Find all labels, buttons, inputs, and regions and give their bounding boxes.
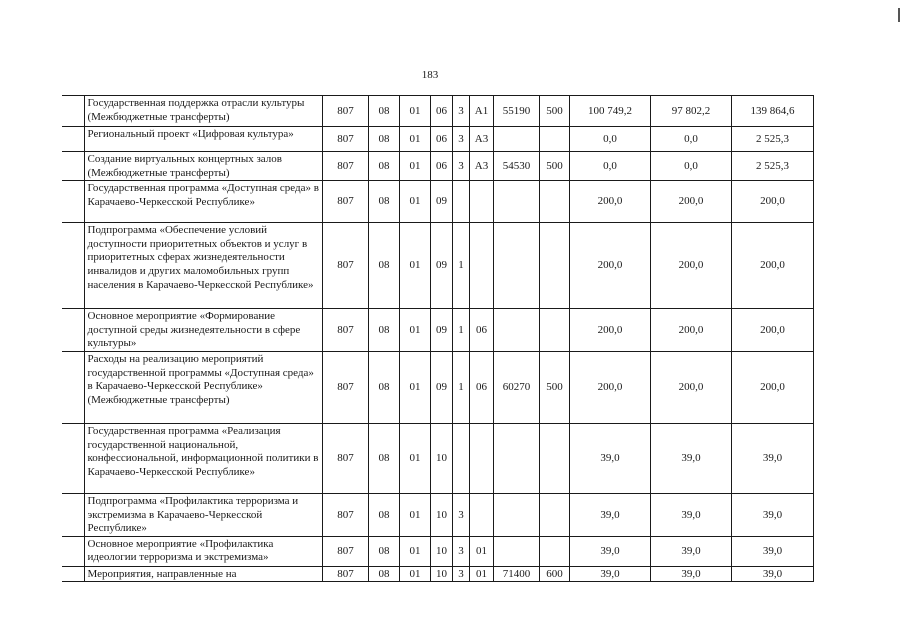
item-name-cell: Расходы на реализацию мероприятий государственной программы «Доступная среда» в Карачаево-Черкесской Республике» (Межбюджетные трансферты) [84, 351, 322, 423]
ministry-code-cell: 807 [322, 96, 368, 127]
program-code-cell: 10 [430, 536, 452, 566]
row-number-cell [62, 96, 84, 127]
amount-year3-cell: 2 525,3 [731, 152, 813, 181]
direction-code-cell [493, 423, 539, 493]
table-row [62, 493, 813, 536]
amount-year2-cell: 200,0 [650, 223, 731, 309]
amount-year1-cell: 100 749,2 [569, 96, 650, 127]
ministry-code-cell: 807 [322, 309, 368, 352]
event-code-cell: 01 [469, 536, 493, 566]
item-name-cell: Подпрограмма «Профилактика терроризма и экстремизма в Карачаево-Черкесской Республике» [84, 493, 322, 536]
amount-year1-cell: 0,0 [569, 127, 650, 152]
section-code-cell: 08 [368, 152, 399, 181]
subprogram-code-cell: 1 [452, 351, 469, 423]
item-name-cell: Подпрограмма «Обеспечение условий доступности приоритетных объектов и услуг в приоритетных сферах жизнедеятельности инвалидов и других маломобильных групп населения в Карачаево-Черкесской Республике» [84, 223, 322, 309]
row-number-cell [62, 127, 84, 152]
expense-type-cell: 500 [539, 351, 569, 423]
expense-type-cell [539, 181, 569, 223]
table-row [62, 309, 813, 352]
item-name-cell: Региональный проект «Цифровая культура» [84, 127, 322, 152]
amount-year3-cell: 39,0 [731, 536, 813, 566]
ministry-code-cell: 807 [322, 351, 368, 423]
section-code-cell: 08 [368, 566, 399, 582]
row-number-cell [62, 351, 84, 423]
expense-type-cell [539, 309, 569, 352]
subsection-code-cell: 01 [399, 96, 430, 127]
direction-code-cell [493, 127, 539, 152]
subprogram-code-cell: 3 [452, 493, 469, 536]
direction-code-cell [493, 309, 539, 352]
amount-year1-cell: 200,0 [569, 351, 650, 423]
expense-type-cell: 500 [539, 96, 569, 127]
direction-code-cell [493, 223, 539, 309]
program-code-cell: 09 [430, 309, 452, 352]
item-name-cell: Мероприятия, направленные на [84, 566, 322, 582]
event-code-cell: 01 [469, 566, 493, 582]
section-code-cell: 08 [368, 309, 399, 352]
amount-year2-cell: 200,0 [650, 309, 731, 352]
subsection-code-cell: 01 [399, 223, 430, 309]
event-code-cell [469, 423, 493, 493]
subsection-code-cell: 01 [399, 351, 430, 423]
amount-year3-cell: 200,0 [731, 181, 813, 223]
amount-year1-cell: 200,0 [569, 223, 650, 309]
direction-code-cell: 60270 [493, 351, 539, 423]
section-code-cell: 08 [368, 223, 399, 309]
subprogram-code-cell: 3 [452, 152, 469, 181]
subprogram-code-cell: 1 [452, 223, 469, 309]
amount-year2-cell: 200,0 [650, 351, 731, 423]
expense-type-cell [539, 493, 569, 536]
amount-year3-cell: 39,0 [731, 423, 813, 493]
amount-year3-cell: 200,0 [731, 351, 813, 423]
subsection-code-cell: 01 [399, 566, 430, 582]
subprogram-code-cell: 1 [452, 309, 469, 352]
subprogram-code-cell: 3 [452, 536, 469, 566]
item-name-cell: Создание виртуальных концертных залов (Межбюджетные трансферты) [84, 152, 322, 181]
row-number-cell [62, 223, 84, 309]
direction-code-cell: 71400 [493, 566, 539, 582]
amount-year2-cell: 0,0 [650, 127, 731, 152]
amount-year1-cell: 39,0 [569, 493, 650, 536]
expense-type-cell [539, 423, 569, 493]
direction-code-cell [493, 536, 539, 566]
amount-year3-cell: 39,0 [731, 493, 813, 536]
ministry-code-cell: 807 [322, 181, 368, 223]
budget-table [62, 95, 814, 582]
expense-type-cell [539, 223, 569, 309]
amount-year2-cell: 39,0 [650, 536, 731, 566]
event-code-cell [469, 493, 493, 536]
table-row [62, 152, 813, 181]
table-row [62, 96, 813, 127]
item-name-cell: Основное мероприятие «Профилактика идеологии терроризма и экстремизма» [84, 536, 322, 566]
section-code-cell: 08 [368, 423, 399, 493]
amount-year3-cell: 200,0 [731, 309, 813, 352]
ministry-code-cell: 807 [322, 423, 368, 493]
event-code-cell [469, 223, 493, 309]
ministry-code-cell: 807 [322, 152, 368, 181]
expense-type-cell [539, 536, 569, 566]
amount-year2-cell: 39,0 [650, 423, 731, 493]
amount-year3-cell: 139 864,6 [731, 96, 813, 127]
subsection-code-cell: 01 [399, 152, 430, 181]
section-code-cell: 08 [368, 96, 399, 127]
amount-year3-cell: 2 525,3 [731, 127, 813, 152]
item-name-cell: Государственная программа «Реализация государственной национальной, конфессиональной, информационной политики в Карачаево-Черкесской Республике» [84, 423, 322, 493]
amount-year1-cell: 39,0 [569, 536, 650, 566]
row-number-cell [62, 309, 84, 352]
program-code-cell: 09 [430, 223, 452, 309]
expense-type-cell: 500 [539, 152, 569, 181]
subsection-code-cell: 01 [399, 309, 430, 352]
item-name-cell: Государственная программа «Доступная среда» в Карачаево-Черкесской Республике» [84, 181, 322, 223]
event-code-cell: A3 [469, 152, 493, 181]
program-code-cell: 09 [430, 351, 452, 423]
program-code-cell: 10 [430, 566, 452, 582]
table-row [62, 536, 813, 566]
program-code-cell: 06 [430, 127, 452, 152]
event-code-cell: 06 [469, 351, 493, 423]
subsection-code-cell: 01 [399, 493, 430, 536]
amount-year1-cell: 39,0 [569, 566, 650, 582]
amount-year2-cell: 97 802,2 [650, 96, 731, 127]
page-number: 183 [421, 69, 439, 81]
event-code-cell [469, 181, 493, 223]
amount-year1-cell: 39,0 [569, 423, 650, 493]
subsection-code-cell: 01 [399, 423, 430, 493]
subprogram-code-cell [452, 423, 469, 493]
program-code-cell: 10 [430, 493, 452, 536]
item-name-cell: Основное мероприятие «Формирование доступной среды жизнедеятельности в сфере культуры» [84, 309, 322, 352]
amount-year3-cell: 200,0 [731, 223, 813, 309]
direction-code-cell [493, 181, 539, 223]
section-code-cell: 08 [368, 536, 399, 566]
row-number-cell [62, 152, 84, 181]
program-code-cell: 10 [430, 423, 452, 493]
ministry-code-cell: 807 [322, 536, 368, 566]
subsection-code-cell: 01 [399, 127, 430, 152]
program-code-cell: 09 [430, 181, 452, 223]
amount-year1-cell: 0,0 [569, 152, 650, 181]
program-code-cell: 06 [430, 96, 452, 127]
event-code-cell: A3 [469, 127, 493, 152]
row-number-cell [62, 566, 84, 582]
row-number-cell [62, 181, 84, 223]
table-row [62, 566, 813, 582]
expense-type-cell [539, 127, 569, 152]
table-row [62, 351, 813, 423]
section-code-cell: 08 [368, 351, 399, 423]
subprogram-code-cell: 3 [452, 127, 469, 152]
row-number-cell [62, 536, 84, 566]
table-row [62, 423, 813, 493]
amount-year2-cell: 39,0 [650, 566, 731, 582]
subprogram-code-cell: 3 [452, 566, 469, 582]
amount-year3-cell: 39,0 [731, 566, 813, 582]
event-code-cell: 06 [469, 309, 493, 352]
subsection-code-cell: 01 [399, 536, 430, 566]
ministry-code-cell: 807 [322, 127, 368, 152]
table-row [62, 127, 813, 152]
amount-year2-cell: 200,0 [650, 181, 731, 223]
row-number-cell [62, 493, 84, 536]
table-row [62, 223, 813, 309]
row-number-cell [62, 423, 84, 493]
item-name-cell: Государственная поддержка отрасли культуры (Межбюджетные трансферты) [84, 96, 322, 127]
amount-year2-cell: 0,0 [650, 152, 731, 181]
amount-year2-cell: 39,0 [650, 493, 731, 536]
subprogram-code-cell [452, 181, 469, 223]
ministry-code-cell: 807 [322, 223, 368, 309]
program-code-cell: 06 [430, 152, 452, 181]
subprogram-code-cell: 3 [452, 96, 469, 127]
direction-code-cell: 54530 [493, 152, 539, 181]
direction-code-cell [493, 493, 539, 536]
ministry-code-cell: 807 [322, 566, 368, 582]
event-code-cell: A1 [469, 96, 493, 127]
amount-year1-cell: 200,0 [569, 181, 650, 223]
ministry-code-cell: 807 [322, 493, 368, 536]
table-row [62, 181, 813, 223]
section-code-cell: 08 [368, 493, 399, 536]
section-code-cell: 08 [368, 181, 399, 223]
expense-type-cell: 600 [539, 566, 569, 582]
amount-year1-cell: 200,0 [569, 309, 650, 352]
direction-code-cell: 55190 [493, 96, 539, 127]
section-code-cell: 08 [368, 127, 399, 152]
subsection-code-cell: 01 [399, 181, 430, 223]
